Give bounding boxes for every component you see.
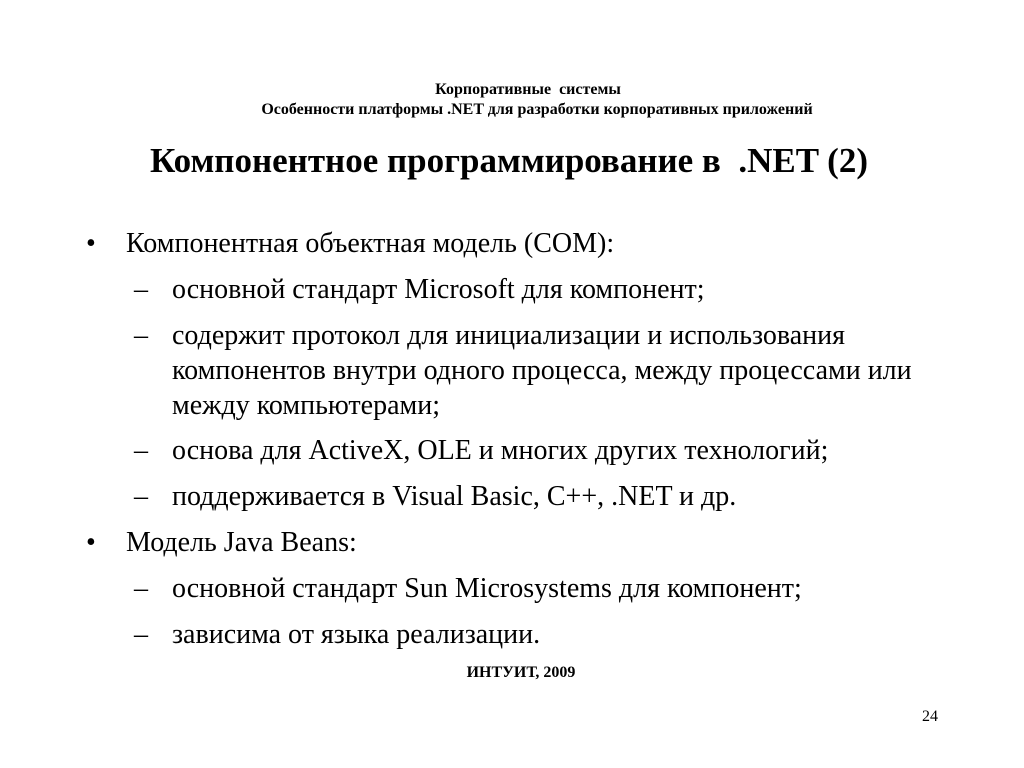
sub-text: основной стандарт Microsoft для компонент; [172,274,705,305]
bullet-text: Компонентная объектная модель (COM): [126,228,615,259]
sub-item [0,433,1024,469]
sub-item [0,318,1024,423]
sub-item [0,479,1024,515]
bullet-item [0,525,1024,561]
sub-item [0,571,1024,607]
dash-marker: – [134,435,148,466]
page-number: 24 [922,708,938,725]
sub-text: поддерживается в Visual Basic, C++, .NET и др. [172,481,737,512]
dash-marker: – [134,573,148,604]
sub-text: основа для ActiveX, OLE и многих других технологий; [172,435,829,466]
sub-text: зависима от языка реализации. [172,619,541,650]
sub-item [0,272,1024,308]
dash-marker: – [134,274,148,305]
course-subtitle: Особенности платформы .NET для разработки корпоративных приложений [261,101,813,118]
sub-item [0,617,1024,653]
slide-footer: ИНТУИТ, 2009 [466,664,576,681]
slide-header [0,80,1024,120]
slide-content [0,226,1024,663]
sub-text: основной стандарт Sun Microsystems для компонент; [172,573,802,604]
bullet-text: Модель Java Beans: [126,527,357,558]
course-title: Корпоративные системы [435,81,621,98]
dash-marker: – [134,619,148,650]
slide-title: Компонентное программирование в .NET (2) [150,141,868,180]
bullet-marker: • [86,527,96,558]
bullet-marker: • [86,228,96,259]
dash-marker: – [134,320,148,351]
bullet-item [0,226,1024,262]
sub-text: содержит протокол для инициализации и использования компонентов внутри одного процесса, между процессами или между компьютерами; [172,320,912,421]
dash-marker: – [134,481,148,512]
